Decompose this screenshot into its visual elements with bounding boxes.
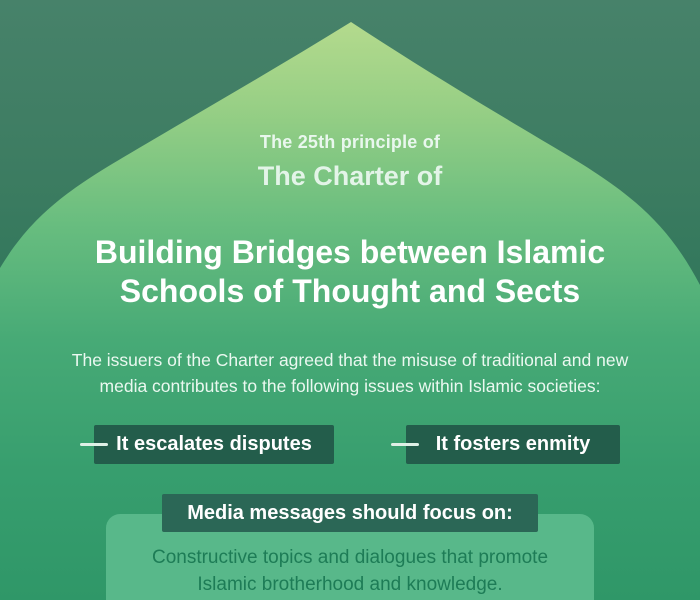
issue-badge-label: It escalates disputes [116, 433, 312, 455]
main-title-line1: Building Bridges between Islamic [94, 234, 606, 270]
main-title [0, 233, 700, 311]
intro-line1: The issuers of the Charter agreed that the misuse of traditional and new [71, 350, 629, 370]
charter-title: The Charter of [257, 161, 443, 191]
focus-body-line2: Islamic brotherhood and knowledge. [197, 574, 503, 595]
focus-heading-badge [162, 494, 538, 532]
principle-kicker: The 25th principle of [259, 132, 441, 152]
issue-dash-left [80, 443, 108, 446]
focus-heading-label: Media messages should focus on: [187, 501, 513, 524]
issue-badge-fosters-enmity [406, 425, 620, 464]
focus-body-text [0, 544, 700, 598]
intro-paragraph [0, 347, 700, 399]
issue-dash-right [391, 443, 419, 446]
intro-line2: media contributes to the following issues within Islamic societies: [99, 376, 601, 396]
main-title-line2: Schools of Thought and Sects [119, 273, 581, 309]
issue-badge-escalates-disputes [94, 425, 334, 464]
issue-badge-label: It fosters enmity [435, 433, 591, 455]
focus-body-line1: Constructive topics and dialogues that promote [151, 547, 549, 568]
